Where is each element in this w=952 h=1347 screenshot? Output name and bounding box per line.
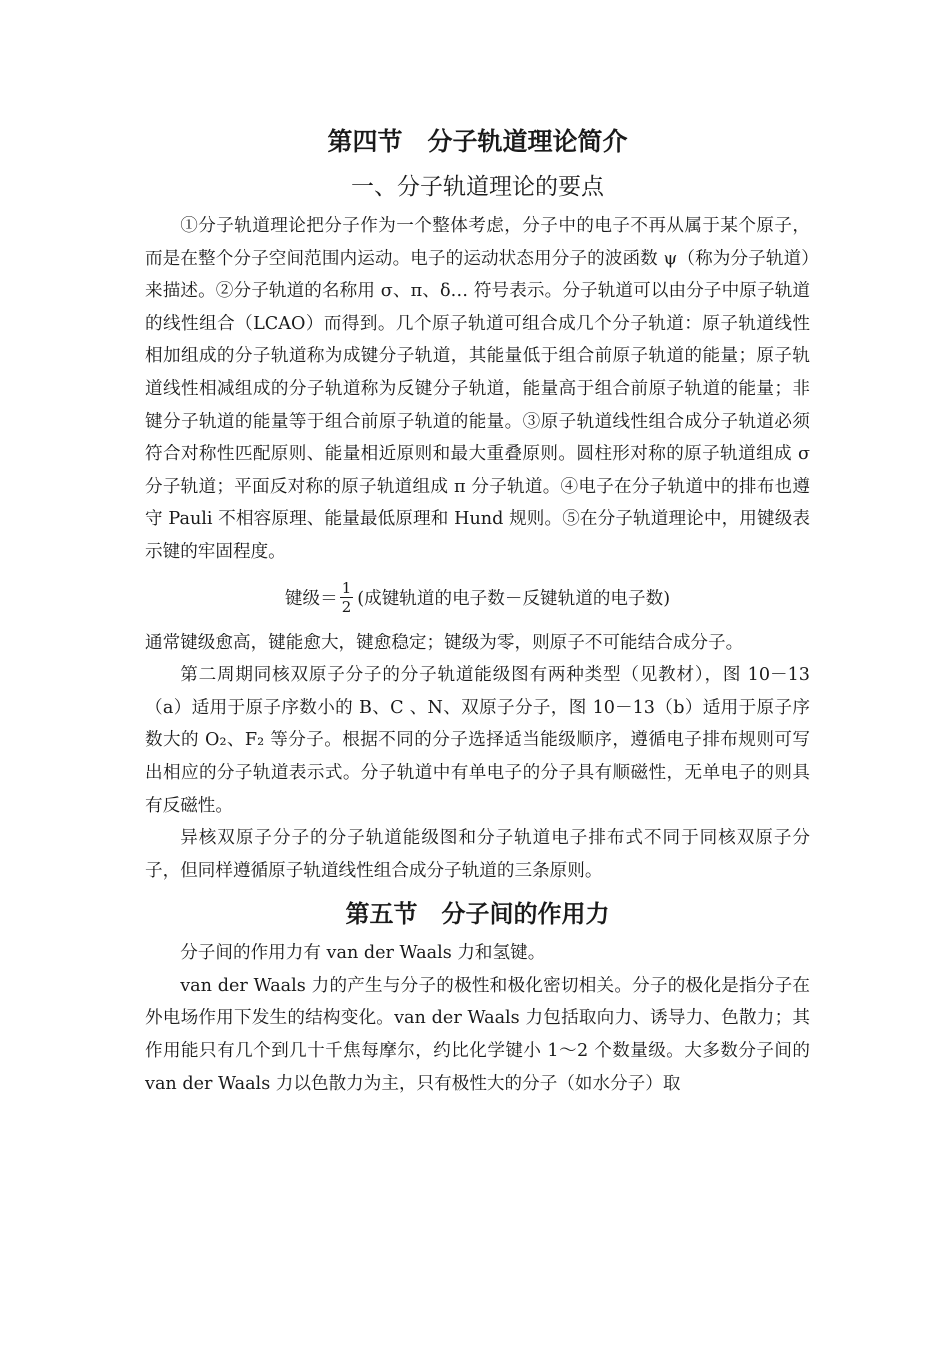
section-4-title: 第四节 分子轨道理论简介 <box>327 127 628 156</box>
formula-denominator: 2 <box>341 598 352 617</box>
bond-order-formula <box>145 569 810 627</box>
paragraph-bond-order-meaning: 通常键级愈高，键能愈大，键愈稳定；键级为零，则原子不可能结合成分子。 <box>145 632 744 653</box>
formula-rhs: (成键轨道的电子数－反键轨道的电子数) <box>357 589 671 610</box>
document-page <box>145 118 810 1100</box>
paragraph-van-der-waals: van der Waals 力的产生与分子的极性和极化密切相关。分子的极化是指分子在外电场作用下发生的结构变化。van der Waals 力包括取向力、诱导力、色散力；其作用能只有几个到几十千焦每摩尔，约比化学键小 1～2 个数量级。大多数分子间的 van der Waals 力以色散力为主，只有极性大的分子（如水分子）取 <box>145 975 810 1094</box>
paragraph-intermolecular-forces: 分子间的作用力有 van der Waals 力和氢键。 <box>180 943 546 964</box>
formula-numerator: 1 <box>341 579 352 598</box>
section-4-subtitle: 一、分子轨道理论的要点 <box>351 174 604 200</box>
formula-fraction <box>340 579 354 616</box>
section-5-title: 第五节 分子间的作用力 <box>345 900 610 929</box>
paragraph-period-two-diatomics: 第二周期同核双原子分子的分子轨道能级图有两种类型（见教材），图 10－13（a）适用于原子序数小的 B、C 、N、双原子分子，图 10－13（b）适用于原子序数大的 O₂、F₂ 等分子。根据不同的分子选择适当能级顺序，遵循电子排布规则可写出相应的分子轨道表示式。分子轨道中有单电子的分子具有顺磁性，无单电子的则具有反磁性。 <box>145 665 810 816</box>
paragraph-mo-theory-points: ①分子轨道理论把分子作为一个整体考虑，分子中的电子不再从属于某个原子，而是在整个分子空间范围内运动。电子的运动状态用分子的波函数 ψ（称为分子轨道）来描述。②分子轨道的名称用 σ、π、δ… 符号表示。分子轨道可以由分子中原子轨道的线性组合（LCAO）而得到。几个原子轨道可组合成几个分子轨道：原子轨道线性相加组成的分子轨道称为成键分子轨道，其能量低于组合前原子轨道的能量；原子轨道线性相减组成的分子轨道称为反键分子轨道，能量高于组合前原子轨道的能量；非键分子轨道的能量等于组合前原子轨道的能量。③原子轨道线性组合成分子轨道必须符合对称性匹配原则、能量相近原则和最大重叠原则。圆柱形对称的原子轨道组成 σ 分子轨道；平面反对称的原子轨道组成 π 分子轨道。④电子在分子轨道中的排布也遵守 Pauli 不相容原理、能量最低原理和 Hund 规则。⑤在分子轨道理论中，用键级表示键的牢固程度。 <box>145 216 810 562</box>
paragraph-heteronuclear: 异核双原子分子的分子轨道能级图和分子轨道电子排布式不同于同核双原子分子，但同样遵循原子轨道线性组合成分子轨道的三条原则。 <box>145 828 810 881</box>
formula-lhs: 键级＝ <box>284 589 338 610</box>
